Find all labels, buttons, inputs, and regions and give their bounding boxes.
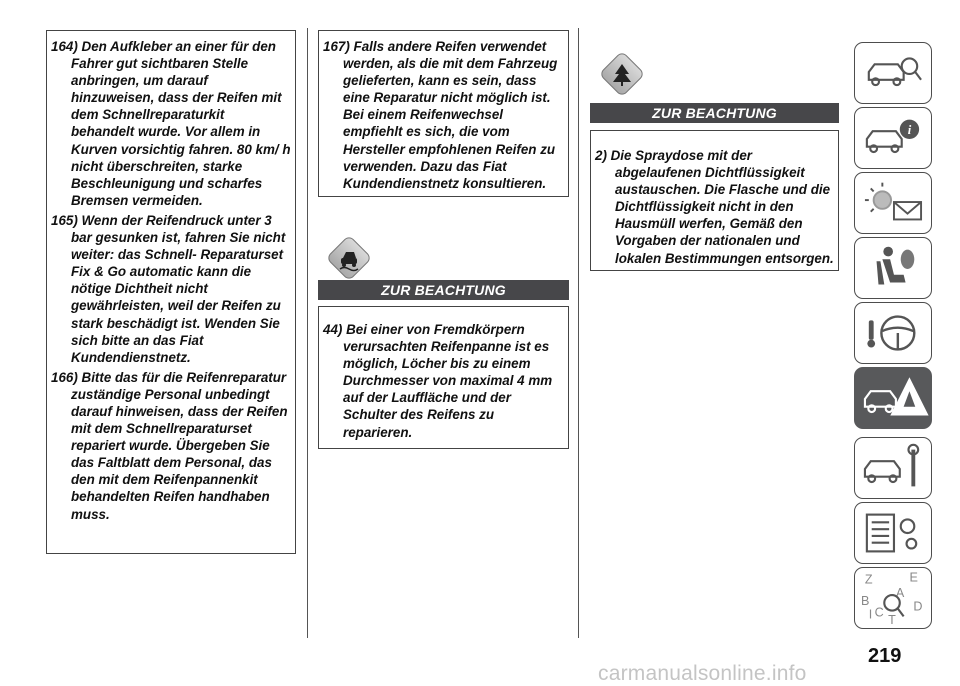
- note-164: 164) Den Aufkleber an einer für den Fahrer gut sichtbaren Stelle anbringen, um darauf hinzuweisen, dass der Reifen mit dem Schnellreparaturkit behandelt wurde. Vor allem in Kurven vorsichtig fahren. 80 km/ h nicht überschreiten, starke Beschleunigung und scharfes Bremsen vermeiden.: [51, 39, 291, 208]
- warning-lights-icon: [855, 173, 931, 233]
- notes-box-1: [46, 30, 296, 554]
- index-letter-i: I: [868, 607, 873, 622]
- car-breakdown-warning-icon: [855, 368, 931, 428]
- warning-note-2: 2) Die Spraydose mit der abgelaufenen Dichtflüssigkeit austauschen. Die Flasche und die Dichtflüssigkeit nicht in den Hausmüll werfen, Gemäß den Vorgaben der nationalen und lokalen Bestimmungen entsorgen.: [595, 148, 834, 266]
- tab-safety[interactable]: [854, 237, 932, 299]
- note-166: 166) Bitte das für die Reifenreparatur zuständige Personal unbedingt darauf hinweisen, dass der Reifen mit dem Schnellreparaturset repariert wurde. Übergeben Sie das Faltblatt dem Personal, das den mit dem Reifenpannenkit behandelten Reifen handhaben muss.: [51, 369, 288, 522]
- page-number: 219: [868, 645, 902, 667]
- tab-vehicle-overview[interactable]: [854, 42, 932, 104]
- tab-emergency[interactable]: [854, 367, 932, 429]
- environment-warning-icon: [600, 52, 644, 96]
- tab-maintenance[interactable]: [854, 437, 932, 499]
- note-167: 167) Falls andere Reifen verwendet werden, als die mit dem Fahrzeug gelieferten, kann es sein, dass eine Reparatur nicht möglich ist. Bei einem Reifenwechsel empfiehlt es sich, die vom Hersteller empfohlenen Reifen zu verwenden. Dazu das Fiat Kundendienstnetz konsultieren.: [323, 39, 558, 191]
- tab-vehicle-info[interactable]: [854, 107, 932, 169]
- warning-note-44: 44) Bei einer von Fremdkörpern verursachten Reifenpanne ist es möglich, Löcher bis zu einem Durchmesser von maximal 4 mm auf der Lauffläche und der Schulter des Reifens zu reparieren.: [323, 322, 553, 440]
- warning-banner-3: ZUR BEACHTUNG: [590, 103, 839, 123]
- warning-box-3: [590, 130, 839, 271]
- road-hazard-warning-icon: [327, 236, 371, 280]
- index-letter-a: A: [895, 586, 905, 601]
- watermark: carmanualsonline.info: [598, 662, 807, 685]
- index-letter-z: Z: [864, 572, 873, 587]
- index-letter-b: B: [861, 593, 870, 608]
- car-info-icon: [855, 108, 931, 168]
- tab-index[interactable]: [854, 567, 932, 629]
- alphabetical-index-icon: [855, 568, 931, 628]
- tab-warning-lights[interactable]: [854, 172, 932, 234]
- car-search-icon: [855, 43, 931, 103]
- warning-box-2: [318, 306, 569, 449]
- index-letter-c: C: [874, 605, 884, 620]
- column-divider-2: [578, 28, 579, 638]
- note-165: 165) Wenn der Reifendruck unter 3 bar gesunken ist, fahren Sie nicht weiter: das Schnell- Reparaturset Fix & Go automatic kann die nötige Dichtheit nicht gewährleisten, weil der Reifen zu stark beschädigt ist. Wenden Sie sich bitte an das Fiat Kundendienstnetz.: [51, 212, 286, 365]
- steering-wheel-icon: [855, 303, 931, 363]
- warning-banner-2: ZUR BEACHTUNG: [318, 280, 569, 300]
- tab-technical-data[interactable]: [854, 502, 932, 564]
- index-letter-e: E: [909, 570, 918, 585]
- column-divider-1: [307, 28, 308, 638]
- index-letter-t: T: [888, 613, 896, 628]
- svg-text:i: i: [907, 123, 912, 138]
- seat-airbag-icon: [855, 238, 931, 298]
- car-maintenance-icon: [855, 438, 931, 498]
- index-letter-d: D: [913, 599, 923, 614]
- notes-box-2: [318, 30, 569, 197]
- tab-starting-driving[interactable]: [854, 302, 932, 364]
- technical-data-icon: [855, 503, 931, 563]
